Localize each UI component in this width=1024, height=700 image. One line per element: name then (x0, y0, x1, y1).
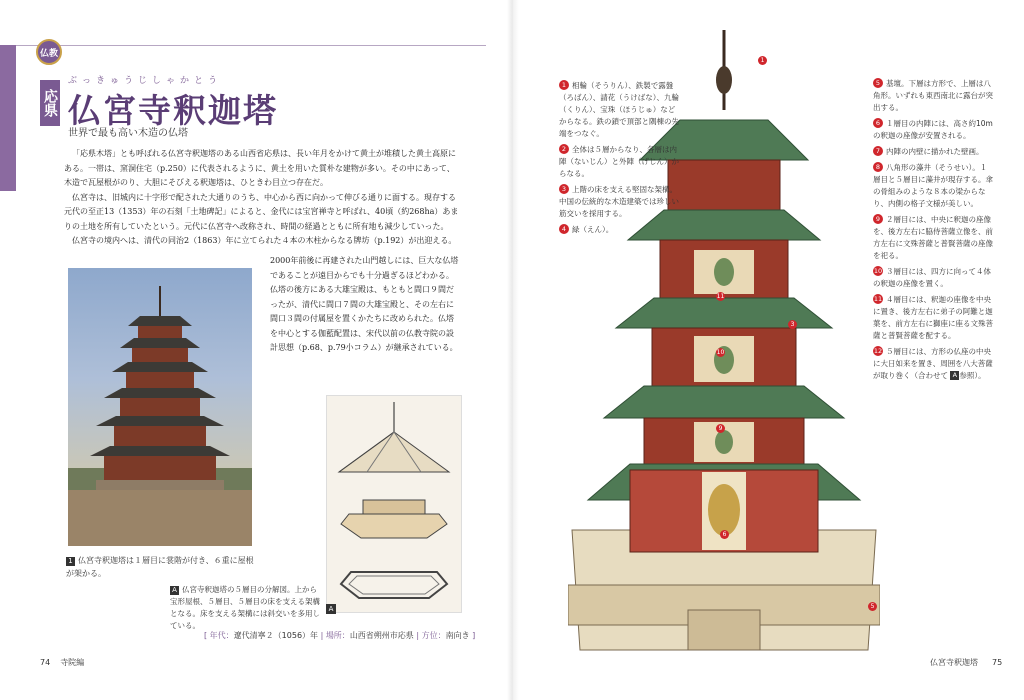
direction-label: 方位： (421, 631, 446, 640)
photo-caption (66, 554, 254, 580)
note-item (559, 80, 679, 140)
body-text-top (64, 147, 460, 249)
place-value: 山西省朔州市応県 (349, 631, 414, 640)
header-rule (16, 45, 486, 46)
diagram-caption-text: 仏宮寺釈迦塔の５層目の分解図。上から宝形屋根、５層目、５層目の床を支える架構となる。床を支える架構には斜交いを多用している。 (170, 585, 320, 630)
note-number: 12 (873, 347, 883, 355)
note-number: 9 (873, 214, 883, 224)
marker-3: 3 (788, 320, 797, 329)
note-text: 基壇。下層は方形で、上層は八角形。いずれも東西南北に露台が突出する。 (873, 79, 993, 112)
info-bracket: ] (469, 631, 476, 640)
note-text: 参照）。 (959, 371, 986, 380)
note-item (559, 144, 679, 180)
note-item (559, 184, 679, 220)
pagoda-photo (68, 268, 252, 546)
marker-11: 11 (716, 293, 725, 300)
caption-label-box: A (170, 586, 179, 595)
note-text: 上階の床を支える堅固な架構。中国の伝統的な木造建築では珍しい筋交いを採用する。 (559, 185, 679, 218)
category-badge: 仏教 (36, 39, 62, 65)
section-name: 寺院編 (60, 658, 85, 667)
note-item (873, 118, 993, 142)
info-sep: | (413, 631, 422, 640)
marker-6: 6 (720, 530, 729, 539)
note-text: ５層目には、方形の仏座の中央に大日如来を置き、周囲を八大菩薩が取り巻く（合わせて (873, 347, 993, 380)
note-text: ２層目には、中央に釈迦の座像を、後方左右に脇侍菩薩立像を、前方左右に文殊菩薩と普賢菩薩の座像を祀る。 (873, 215, 993, 260)
place-label: 場所： (325, 631, 350, 640)
paragraph: 2000年前後に再建された山門越しには、巨大な仏塔であることが遠目からでも十分過ぎるほどわかる。仏塔の後方にある大雄宝殿は、もともと間口９間だったが、清代に間口７間の大雄宝殿と、その左右に間口３間の付属屋を置くかたちに改められた。仏塔を中心とする伽藍配置は、宋代以前の仏教寺院の設計思想（p.68、p.79小コラム）が継承されている。 (270, 256, 459, 352)
note-item (873, 346, 993, 382)
note-text: 内陣の内壁に描かれた壁画。 (886, 147, 984, 156)
title-ruby: ぶっきゅうじしゃかとう (68, 76, 223, 86)
note-ref-box: A (950, 371, 959, 380)
note-number: 10 (873, 267, 883, 275)
note-number: 3 (559, 184, 569, 194)
marker-9: 9 (716, 424, 725, 433)
note-item (873, 266, 993, 290)
info-sep: | (318, 631, 326, 640)
left-folio (40, 657, 84, 668)
note-item (873, 146, 993, 158)
photo-caption-text: 仏宮寺釈迦塔は１層目に裳階が付き、６重に屋根が架かる。 (66, 556, 254, 578)
body-text-side (270, 254, 460, 356)
era-value: 遼代清寧２（1056）年 (233, 631, 319, 640)
section-name: 仏宮寺釈迦塔 (930, 658, 978, 667)
note-number: 11 (873, 295, 883, 303)
section-color-bar (0, 45, 16, 191)
note-text: ３層目には、四方に向って４体の釈迦の座像を置く。 (873, 267, 991, 288)
page-subtitle: 世界で最も高い木造の仏塔 (68, 128, 188, 139)
info-line (204, 630, 475, 641)
page-number: 75 (992, 658, 1003, 667)
note-item (559, 224, 679, 236)
region-label: 応県 (40, 80, 60, 126)
paragraph: 仏宮寺の境内へは、清代の同治2（1863）年に立てられた４本の木柱からなる牌坊（p.192）が出迎える。 (72, 236, 457, 245)
era-label: 年代： (209, 631, 234, 640)
marker-10: 10 (716, 349, 725, 356)
note-text: １層目の内陣には、高さ約10mの釈迦の座像が安置される。 (873, 119, 993, 140)
note-item (873, 78, 993, 114)
info-bracket: [ (204, 631, 210, 640)
note-text: ４層目には、釈迦の座像を中央に置き、後方左右に弟子の阿難と迦葉を、前方左右に獅座に座る文殊菩薩と普賢菩薩を配する。 (873, 295, 993, 340)
exploded-diagram (326, 395, 462, 613)
paragraph: 仏宮寺は、旧城内に十字形で配された大通りのうち、中心から西に向かって伸びる通りに面する。現存する元代の至正13（1353）年の石刻「土地碑記」によると、金代には宝宮禅寺と呼ばれ、40頃（約268ha）あまりの土地を所有していたという。元代に仏宮寺へ改称され、時間の経過とともに所有地も減少していった。 (64, 192, 459, 231)
page-title: 仏宮寺釈迦塔 (68, 91, 278, 130)
page-number: 74 (40, 658, 51, 667)
marker-1: 1 (758, 56, 767, 65)
note-text: 八角形の藻井（そうせい）。１層目と５層目に藻井が現存する。傘の骨組みのような８本の梁からなり、内側の格子文様が美しい。 (873, 163, 993, 208)
caption-number: 1 (66, 557, 75, 566)
note-item (873, 294, 993, 342)
note-number: 6 (873, 118, 883, 128)
note-item (873, 214, 993, 262)
note-number: 2 (559, 144, 569, 154)
pagoda-photo-illustration (68, 268, 252, 546)
note-item (873, 162, 993, 210)
note-text: 全体は５層からなり、各層は内陣（ないじん）と外陣（げじん）からなる。 (559, 145, 679, 178)
note-number: 7 (873, 146, 883, 156)
paragraph: 「応県木塔」とも呼ばれる仏宮寺釈迦塔のある山西省応県は、長い年月をかけて黄土が堆積した黄土高原にある。一帯は、窯洞住宅（p.250）に代表されるように、黄土を用いた質朴な建物が多い。その中にあって、木造で瓦屋根がのり、大胆にそびえる釈迦塔は、ひときわ目立つ存在だ。 (64, 149, 456, 187)
diagram-label: A (326, 604, 336, 614)
page-gutter (507, 0, 519, 700)
notes-left (559, 80, 679, 240)
note-number: 4 (559, 224, 569, 234)
exploded-diagram-illustration (327, 396, 461, 612)
note-number: 5 (873, 78, 883, 88)
note-number: 8 (873, 162, 883, 172)
diagram-caption (170, 584, 322, 632)
marker-5: 5 (868, 602, 877, 611)
note-text: 相輪（そうりん）、鉄製で露盤（ろばん）、請花（うけばな）、九輪（くりん）、宝珠（ほうじゅ）などからなる。鉄の鎖で頂部と隅棟の先端をつなぐ。 (559, 81, 679, 138)
note-number: 1 (559, 80, 569, 90)
notes-right (873, 78, 993, 386)
direction-value: 南向き (445, 631, 470, 640)
note-text: 緑（えん）。 (572, 225, 614, 234)
right-folio (930, 657, 1002, 668)
